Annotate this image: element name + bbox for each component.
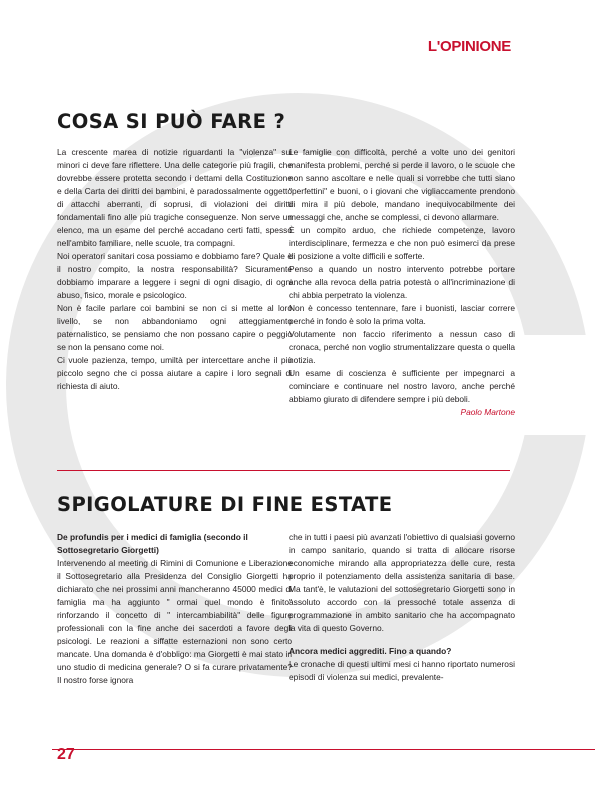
article-title-2: SPIGOLATURE DI FINE ESTATE (57, 493, 393, 516)
article2-column-2 (289, 531, 515, 684)
paragraph: Penso a quando un nostro intervento potrebbe portare anche alla revoca della patria potestà o all'incriminazione di chi abbia perpetrato la violenza. (289, 264, 515, 300)
article2-column-1 (57, 531, 292, 687)
section-divider (57, 470, 510, 471)
paragraph: Non è concesso tentennare, fare i buonisti, lasciar correre perché in fondo è solo la prima volta. (289, 303, 515, 326)
paragraph: Le famiglie con difficoltà, perché a volte uno dei genitori manifesta problemi, perché si perde il lavoro, o le scuole che non sanno ascoltare e nelle quali si vorrebbe che tutti siano "perfettini" e buoni, o i giovani che vigliaccamente prendono di mira il più debole, mandano inequivocabilmente dei messaggi che, anche se complessi, ci devono allarmare. (289, 147, 515, 222)
section-tag: L'OPINIONE (427, 38, 511, 55)
paragraph: Noi operatori sanitari cosa possiamo e dobbiamo fare? Quale è il nostro compito, la nostra responsabilità? Sicuramente dobbiamo imparare a leggere i segni di ogni disagio, di ogni abuso, fisico, morale e psicologico. (57, 251, 292, 300)
article-title-1: COSA SI PUÒ FARE ? (57, 110, 286, 133)
paragraph: La crescente marea di notizie riguardanti la "violenza" sui minori ci deve fare riflettere. Una delle categorie più fragili, che dovrebbe essere protetta secondo i dettami della Costituzione e della Carta dei diritti dei bambini, è paradossalmente oggetto di attacchi aberranti, di soprusi, di violazioni dei diritti fondamentali fino alle più tragiche conseguenze. Non serve un elenco, ma un esame del perché accadano certi fatti, spesso nell'ambito familiare, nelle scuole, tra compagni. (57, 147, 292, 248)
paragraph: Un esame di coscienza è sufficiente per impegnarci a cominciare e continuare nel nostro lavoro, anche perché abbiamo giurato di difendere sempre i più deboli. (289, 368, 515, 404)
footer-rule (52, 749, 595, 750)
subheading: De profundis per i medici di famiglia (secondo il Sottosegretario Giorgetti) (57, 532, 248, 555)
paragraph: Volutamente non faccio riferimento a nessun caso di cronaca, perché non voglio strumentalizzare questa o quella notizia. (289, 329, 515, 365)
paragraph: che in tutti i paesi più avanzati l'obiettivo di qualsiasi governo in campo sanitario, quando si tratta di allocare risorse economiche mirando alla appropriatezza delle cure, resta proprio il potenziamento della assistenza sanitaria di base. Ma tant'è, le valutazioni del sottosegretario Giorgetti sono in assoluto accordo con la pressoché totale assenza di programmazione in ambito sanitario che ha accompagnato la vita di questo Governo. (289, 532, 515, 633)
paragraph: Intervenendo al meeting di Rimini di Comunione e Liberazione il Sottosegretario alla Presidenza del Consiglio Giorgetti ha dichiarato che nei prossimi anni mancheranno 45000 medici di famiglia ma ha aggiunto " ormai quel mondo è finito" rinforzando il concetto di " intercambiabilità" delle figure professionali con la fine anche dei sacerdoti a favore degli psicologi. Le reazioni a siffatte esternazioni non sono certo mancate. Una domanda è d'obbligo: ma Giorgetti è mai stato in uno studio di medicina generale? O si fa curare privatamente? Il nostro forse ignora (57, 558, 292, 685)
paragraph: È un compito arduo, che richiede competenze, lavoro interdisciplinare, fermezza e che non può esimerci da prese di posizione a volte difficili e sofferte. (289, 225, 515, 261)
paragraph: Non è facile parlare coi bambini se non ci si mette al loro livello, se non abbandoniamo ogni atteggiamento paternalistico, se pensiamo che non possano capire o peggio se non la pensano come noi. (57, 303, 292, 352)
article1-column-1 (57, 146, 292, 393)
paragraph: Le cronache di questi ultimi mesi ci hanno riportato numerosi episodi di violenza sui medici, prevalente- (289, 659, 515, 682)
author-signature: Paolo Martone (460, 407, 515, 417)
subheading: Ancora medici aggrediti. Fino a quando? (289, 646, 452, 656)
article1-column-2 (289, 146, 515, 419)
page-number: 27 (57, 746, 75, 763)
paragraph: Ci vuole pazienza, tempo, umiltà per intercettare anche il più piccolo segno che ci possa aiutare a capire i loro segnali di richiesta di aiuto. (57, 355, 292, 391)
